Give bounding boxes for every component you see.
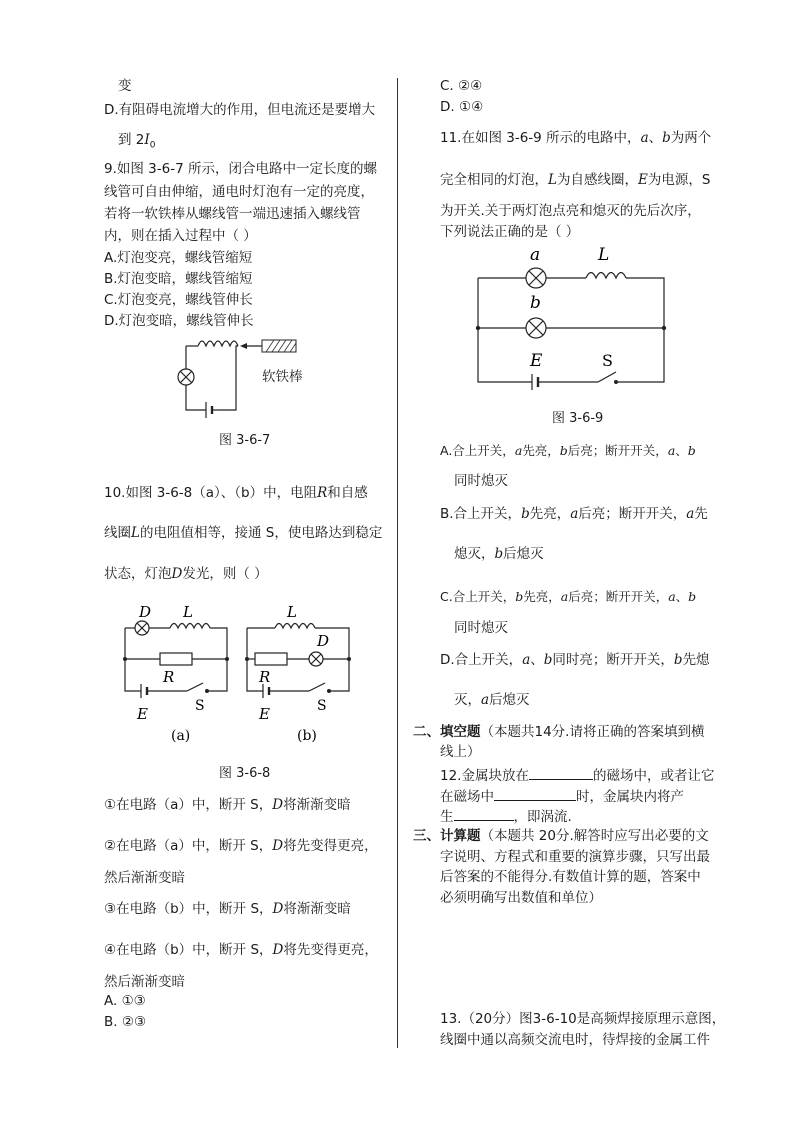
q10-statement-4-cont: 然后渐渐变暗 (104, 974, 185, 990)
q13-line2: 线圈中通以高频交流电时，待焊接的金属工件 (440, 1032, 710, 1048)
q10-statement-2: ②在电路（a）中，断开 S，D将先变得更亮， (104, 838, 378, 854)
q9-option-a: A.灯泡变亮，螺线管缩短 (104, 250, 253, 266)
q12-line2: 在磁场中 时，金属块内将产 (440, 786, 684, 806)
q11-option-c-cont: 同时熄灭 (454, 620, 508, 636)
fig368b-label-L: L (287, 603, 297, 621)
fig368a-caption: (a) (171, 728, 191, 744)
fig369-label-a: a (530, 245, 541, 265)
section-3-line2: 字说明、方程式和重要的演算步骤，只写出最 (440, 849, 710, 865)
q12-line3: 生 ，即涡流. (440, 806, 572, 826)
q12-line1: 12.金属块放在 的磁场中，或者让它 (440, 765, 714, 785)
q12-blank-1[interactable] (529, 765, 593, 780)
q11-option-b: B.合上开关，b先亮，a后亮；断开开关，a先 (440, 506, 708, 522)
fig368a-label-R: R (163, 668, 175, 686)
figure-3-6-9-circuit (468, 240, 678, 390)
fig369-label-S: S (602, 351, 613, 370)
q10-statement-1: ①在电路（a）中，断开 S，D将渐渐变暗 (104, 797, 351, 813)
q9-option-d: D.灯泡变暗，螺线管伸长 (104, 313, 254, 329)
figure-3-6-9-caption: 图 3-6-9 (552, 411, 604, 426)
section-3-line4: 必须明确写出数值和单位） (440, 890, 602, 906)
text-fragment: 变 (118, 78, 132, 94)
q9-option-b: B.灯泡变暗，螺线管缩短 (104, 271, 253, 287)
fig367-rod-label: 软铁棒 (262, 369, 303, 385)
column-divider (397, 78, 398, 1048)
fig368a-label-L: L (183, 603, 193, 621)
q13-line1: 13.（20分）图3-6-10是高频焊接原理示意图， (440, 1011, 726, 1027)
figure-3-6-8-caption: 图 3-6-8 (219, 766, 271, 781)
figure-3-6-7-circuit (170, 330, 340, 418)
q9-option-c: C.灯泡变亮，螺线管伸长 (104, 292, 253, 308)
q11-option-d-cont: 灭，a后熄灭 (454, 692, 530, 708)
q10-option-b: B. ②③ (104, 1014, 147, 1030)
q11-option-b-cont: 熄灭，b后熄灭 (454, 546, 544, 562)
fig368a-label-D: D (139, 603, 152, 621)
q10-statement-2-cont: 然后渐渐变暗 (104, 870, 185, 886)
q10-option-d: D. ①④ (440, 99, 484, 115)
q9-stem-line1: 9.如图 3-6-7 所示，闭合电路中一定长度的螺 (104, 161, 377, 177)
q8-option-d-line2: 到 $2I_0$ (118, 132, 156, 151)
q10-stem-line1: 10.如图 3-6-8（a）、（b）中，电阻R和自感 (104, 485, 368, 501)
q10-stem-line2: 线圈L的电阻值相等，接通 S，使电路达到稳定 (104, 525, 383, 541)
fig369-label-L: L (598, 245, 610, 265)
q11-stem-line1: 11.在如图 3-6-9 所示的电路中，a、b为两个 (440, 130, 712, 146)
fig369-label-b: b (530, 293, 541, 313)
section-3-heading: 三、计算题（本题共 20分.解答时应写出必要的文 (413, 828, 709, 844)
fig368a-label-S: S (195, 698, 205, 714)
q9-stem-line2: 线管可自由伸缩，通电时灯泡有一定的亮度， (104, 184, 374, 200)
q10-statement-4: ④在电路（b）中，断开 S，D将先变得更亮， (104, 942, 378, 958)
q11-option-a: A.合上开关，a先亮，b后亮；断开开关，a、b (440, 443, 696, 458)
fig368b-label-D: D (317, 632, 330, 650)
q11-option-c: C.合上开关，b先亮，a后亮；断开开关，a、b (440, 589, 697, 604)
q10-option-c: C. ②④ (440, 78, 483, 94)
fig368b-caption: (b) (297, 728, 317, 744)
figure-3-6-8-circuits (115, 598, 365, 746)
q11-option-d: D.合上开关，a、b同时亮；断开开关，b先熄 (440, 652, 710, 668)
fig368b-label-E: E (259, 705, 270, 723)
q11-stem-line3: 为开关.关于两灯泡点亮和熄灭的先后次序， (440, 203, 701, 219)
q8-option-d-line1: D.有阻碍电流增大的作用，但电流还是要增大 (104, 102, 376, 118)
fig368b-label-R: R (259, 668, 271, 686)
q11-stem-line4: 下列说法正确的是（ ） (440, 224, 580, 240)
section-3-line3: 后答案的不能得分.有数值计算的题，答案中 (440, 869, 701, 885)
fig369-label-E: E (530, 351, 543, 371)
q10-statement-3: ③在电路（b）中，断开 S，D将渐渐变暗 (104, 901, 351, 917)
q9-stem-line4: 内，则在插入过程中（ ） (104, 228, 257, 244)
figure-3-6-7-caption: 图 3-6-7 (219, 433, 271, 448)
q10-option-a: A. ①③ (104, 993, 146, 1009)
q11-stem-line2: 完全相同的灯泡，L为自感线圈，E为电源，S (440, 172, 711, 188)
q10-stem-line3: 状态，灯泡D发光，则（ ） (104, 566, 268, 582)
section-2-heading-cont: 线上） (440, 744, 481, 760)
fig368b-label-S: S (317, 698, 327, 714)
q9-stem-line3: 若将一软铁棒从螺线管一端迅速插入螺线管 (104, 206, 361, 222)
q12-blank-2[interactable] (494, 786, 576, 801)
q11-option-a-cont: 同时熄灭 (454, 473, 508, 489)
fig368a-label-E: E (137, 705, 148, 723)
q12-blank-3[interactable] (454, 806, 514, 821)
section-2-heading: 二、填空题（本题共14分.请将正确的答案填到横 (413, 724, 705, 740)
